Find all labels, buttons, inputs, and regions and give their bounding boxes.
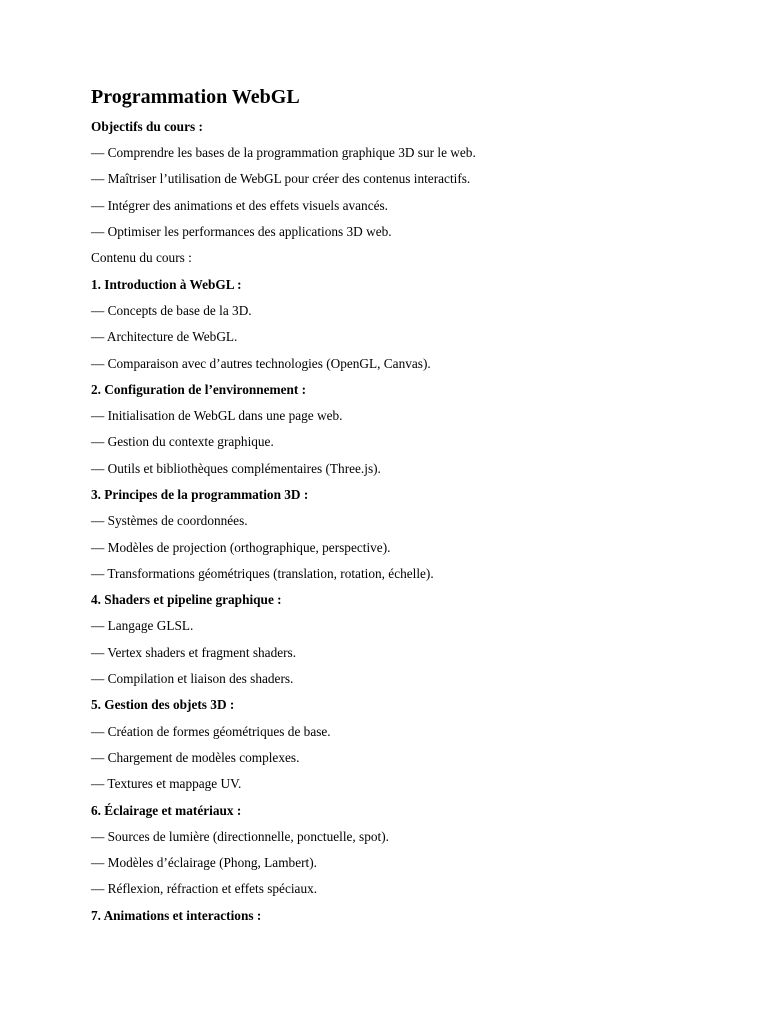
section-item: — Réflexion, réfraction et effets spéciaux. xyxy=(91,881,318,897)
section-item: — Langage GLSL. xyxy=(91,618,194,634)
section-item: — Création de formes géométriques de base. xyxy=(91,723,331,739)
section xyxy=(91,587,731,692)
section-heading: 6. Éclairage et matériaux : xyxy=(91,802,242,818)
section-item: — Textures et mappage UV. xyxy=(91,776,242,792)
section-item: — Initialisation de WebGL dans une page web. xyxy=(91,408,343,424)
section-item: — Modèles de projection (orthographique, perspective). xyxy=(91,539,391,555)
section xyxy=(91,798,731,903)
section-item: — Systèmes de coordonnées. xyxy=(91,513,248,529)
section-item: — Outils et bibliothèques complémentaires (Three.js). xyxy=(91,460,381,476)
section-heading: 3. Principes de la programmation 3D : xyxy=(91,487,309,502)
section-item: — Transformations géométriques (translation, rotation, échelle). xyxy=(91,565,434,581)
section-item: — Vertex shaders et fragment shaders. xyxy=(91,644,297,660)
objectives-heading: Objectifs du cours : xyxy=(91,118,203,134)
section-item: — Architecture de WebGL. xyxy=(91,329,238,345)
section-item: — Comparaison avec d’autres technologies (OpenGL, Canvas). xyxy=(91,355,431,371)
section xyxy=(91,272,731,377)
objective-item: — Comprendre les bases de la programmation graphique 3D sur le web. xyxy=(91,145,476,161)
section-item: — Concepts de base de la 3D. xyxy=(91,302,252,318)
section-item: — Chargement de modèles complexes. xyxy=(91,749,300,765)
section xyxy=(91,377,731,482)
section-heading: 7. Animations et interactions : xyxy=(91,907,262,923)
document-title: Programmation WebGL xyxy=(91,86,300,108)
section-item: — Compilation et liaison des shaders. xyxy=(91,671,294,687)
section xyxy=(91,482,731,587)
section-heading: 5. Gestion des objets 3D : xyxy=(91,697,235,713)
document-body xyxy=(91,82,731,929)
section xyxy=(91,903,731,929)
section-item: — Sources de lumière (directionnelle, ponctuelle, spot). xyxy=(91,828,389,844)
section-heading: 2. Configuration de l’environnement : xyxy=(91,381,307,397)
section-heading: 1. Introduction à WebGL : xyxy=(91,276,242,292)
objective-item: — Intégrer des animations et des effets visuels avancés. xyxy=(91,197,388,213)
objectives-block xyxy=(91,114,731,245)
section-heading: 4. Shaders et pipeline graphique : xyxy=(91,592,282,608)
section-item: — Modèles d’éclairage (Phong, Lambert). xyxy=(91,855,317,871)
content-label: Contenu du cours : xyxy=(91,250,192,266)
section-item: — Gestion du contexte graphique. xyxy=(91,434,274,450)
section xyxy=(91,692,731,797)
objective-item: — Maîtriser l’utilisation de WebGL pour créer des contenus interactifs. xyxy=(91,171,471,187)
objective-item: — Optimiser les performances des applications 3D web. xyxy=(91,224,392,240)
